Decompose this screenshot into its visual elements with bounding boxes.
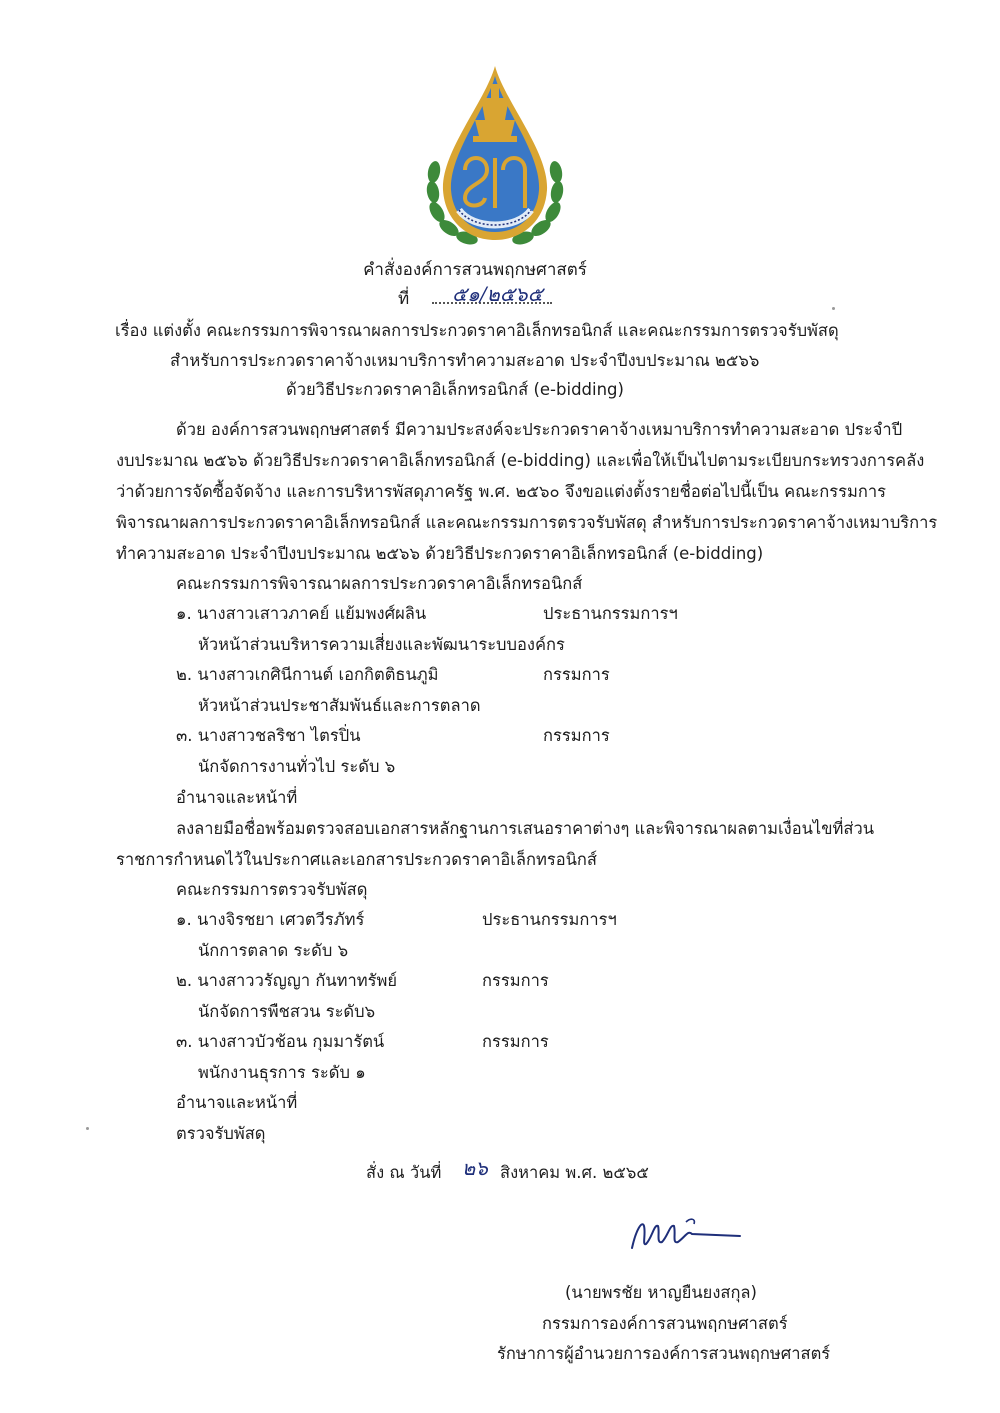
committee1-member-3-name: ๓. นางสาวชลริชา ไตรปิ่น	[176, 726, 361, 745]
committee1-duty-line-2: ราชการกำหนดไว้ในประกาศและเอกสารประกวดราคาอิเล็กทรอนิกส์	[116, 850, 597, 869]
intro-line-3: ว่าด้วยการจัดซื้อจัดจ้าง และการบริหารพัสดุภาครัฐ พ.ศ. ๒๕๖๐ จึงขอแต่งตั้งรายชื่อต่อไปนี้เป็น คณะกรรมการ	[116, 482, 886, 501]
committee2-heading: คณะกรรมการตรวจรับพัสดุ	[176, 880, 368, 899]
committee1-heading: คณะกรรมการพิจารณาผลการประกวดราคาอิเล็กทรอนิกส์	[176, 574, 583, 593]
subject-line-3: ด้วยวิธีประกวดราคาอิเล็กทรอนิกส์ (e-bidding)	[286, 380, 624, 399]
committee1-member-2-role: กรรมการ	[543, 665, 610, 684]
date-month-year: สิงหาคม พ.ศ. ๒๕๖๕	[500, 1163, 649, 1182]
scan-speck	[86, 1127, 89, 1130]
date-day-handwritten: ๒๖	[462, 1156, 488, 1180]
intro-line-2: งบประมาณ ๒๕๖๖ ด้วยวิธีประกวดราคาอิเล็กทรอนิกส์ (e-bidding) และเพื่อให้เป็นไปตามระเบียบกระทรวงการคลัง	[116, 451, 925, 470]
committee2-duty-heading: อำนาจและหน้าที่	[176, 1093, 298, 1112]
subject-line-1: เรื่อง แต่งตั้ง คณะกรรมการพิจารณาผลการประกวดราคาอิเล็กทรอนิกส์ และคณะกรรมการตรวจรับพัสดุ	[115, 321, 839, 340]
committee2-duty-line-1: ตรวจรับพัสดุ	[176, 1124, 266, 1143]
committee1-duty-line-1: ลงลายมือชื่อพร้อมตรวจสอบเอกสารหลักฐานการเสนอราคาต่างๆ และพิจารณาผลตามเงื่อนไขที่ส่วน	[176, 819, 874, 838]
committee2-member-3-role: กรรมการ	[482, 1032, 549, 1051]
committee1-duty-heading: อำนาจและหน้าที่	[176, 788, 298, 807]
committee2-member-2-name: ๒. นางสาววรัญญา กันทาทรัพย์	[176, 971, 398, 990]
order-number-label: ที่	[398, 289, 410, 309]
intro-line-4: พิจารณาผลการประกวดราคาอิเล็กทรอนิกส์ และคณะกรรมการตรวจรับพัสดุ สำหรับการประกวดราคาจ้างเหมาบริการ	[116, 513, 938, 532]
subject-line-2: สำหรับการประกวดราคาจ้างเหมาบริการทำความสะอาด ประจำปีงบประมาณ ๒๕๖๖	[170, 351, 760, 370]
signatory-title-1: กรรมการองค์การสวนพฤกษศาสตร์	[542, 1314, 788, 1333]
committee1-member-3-role: กรรมการ	[543, 726, 610, 745]
committee2-member-2-role: กรรมการ	[482, 971, 549, 990]
committee1-member-2-name: ๒. นางสาวเกศินีกานต์ เอกกิตติธนภูมิ	[176, 665, 439, 684]
committee1-member-2-position: หัวหน้าส่วนประชาสัมพันธ์และการตลาด	[198, 696, 481, 715]
date-prefix: สั่ง ณ วันที่	[366, 1163, 442, 1182]
organization-logo	[425, 62, 565, 248]
scan-speck	[832, 307, 835, 310]
committee2-member-3-position: พนักงานธุรการ ระดับ ๑	[198, 1063, 366, 1082]
committee2-member-1-name: ๑. นางจิรชยา เศวตวีรภัทร์	[176, 910, 365, 929]
intro-line-1: ด้วย องค์การสวนพฤกษศาสตร์ มีความประสงค์จะประกวดราคาจ้างเหมาบริการทำความสะอาด ประจำปี	[176, 420, 903, 439]
committee2-member-3-name: ๓. นางสาวบัวช้อน กุมมารัตน์	[176, 1032, 385, 1051]
committee1-member-1-position: หัวหน้าส่วนบริหารความเสี่ยงและพัฒนาระบบองค์กร	[198, 635, 565, 654]
committee2-member-1-role: ประธานกรรมการฯ	[482, 910, 617, 929]
committee1-member-3-position: นักจัดการงานทั่วไป ระดับ ๖	[198, 757, 396, 776]
order-title: คำสั่งองค์การสวนพฤกษศาสตร์	[363, 260, 587, 280]
intro-line-5: ทำความสะอาด ประจำปีงบประมาณ ๒๕๖๖ ด้วยวิธีประกวดราคาอิเล็กทรอนิกส์ (e-bidding)	[116, 544, 764, 563]
signatory-title-2: รักษาการผู้อำนวยการองค์การสวนพฤกษศาสตร์	[497, 1344, 831, 1363]
committee1-member-1-role: ประธานกรรมการฯ	[543, 604, 678, 623]
order-number-handwritten: ๕๑/๒๕๖๕	[452, 282, 543, 306]
committee1-member-1-name: ๑. นางสาวเสาวภาคย์ แย้มพงศ์ผลิน	[176, 604, 427, 623]
committee2-member-2-position: นักจัดการพืชสวน ระดับ๖	[198, 1002, 376, 1021]
committee2-member-1-position: นักการตลาด ระดับ ๖	[198, 941, 349, 960]
signatory-name: (นายพรชัย หาญยืนยงสกุล)	[565, 1283, 757, 1302]
handwritten-signature	[628, 1212, 748, 1257]
